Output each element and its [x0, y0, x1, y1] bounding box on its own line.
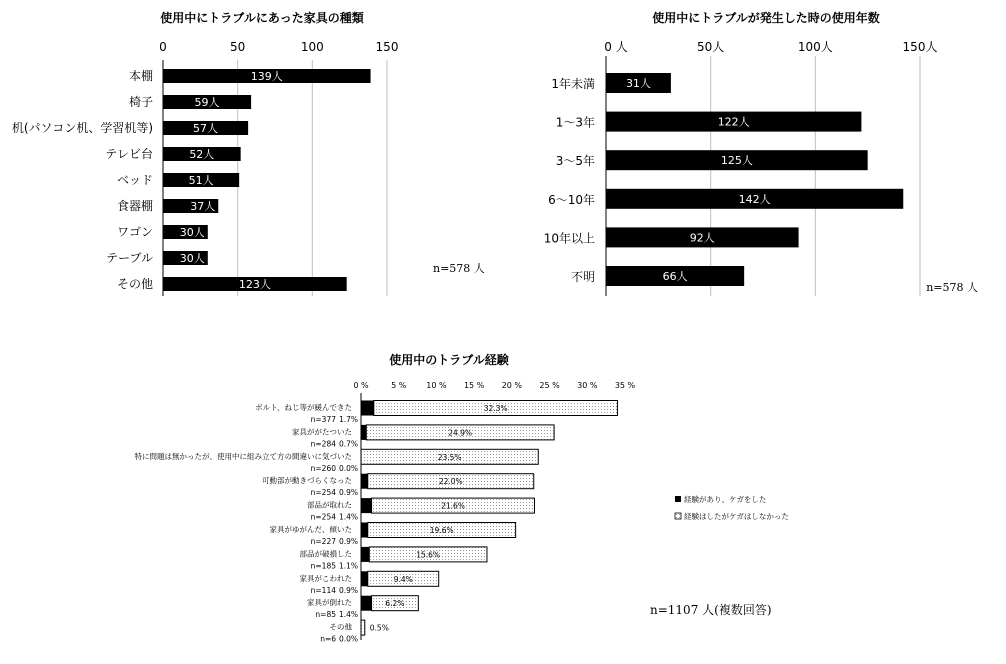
not-injured-value-label: 0.5%: [369, 623, 389, 633]
category-label: 椅子: [128, 95, 153, 109]
bar-injured: [361, 401, 374, 416]
sample-size-label: n=85: [315, 610, 336, 620]
x-tick-label: 0 %: [353, 381, 369, 390]
sample-size-label: n=254: [310, 488, 336, 498]
x-tick-label: 35 %: [614, 381, 636, 390]
x-tick-label: 150: [375, 40, 399, 54]
data-label: 125人: [720, 154, 753, 168]
x-tick-label: 25 %: [539, 381, 560, 390]
sample-size-label: n=227: [310, 537, 336, 546]
sample-size-note: n=1107 人(複数回答): [650, 603, 772, 617]
x-tick-label: 5 %: [391, 381, 407, 390]
injured-value-label: 1.7%: [338, 415, 358, 424]
category-label: ワゴン: [116, 225, 153, 239]
data-label: 37人: [190, 200, 216, 213]
data-label: 57人: [193, 122, 219, 135]
category-label: 6～10年: [548, 192, 595, 207]
category-label: ベッド: [116, 173, 153, 187]
injured-value-label: 0.9%: [338, 488, 358, 498]
data-label: 123人: [238, 278, 271, 291]
category-label: その他: [116, 277, 153, 291]
category-label: 本棚: [128, 69, 153, 83]
x-tick-label: 30 %: [577, 381, 598, 390]
bar-injured: [361, 596, 372, 611]
not-injured-value-label: 23.5%: [437, 452, 462, 462]
data-label: 30人: [179, 226, 205, 239]
x-tick-label: 0 人: [604, 40, 628, 54]
years-of-use-chart: [544, 10, 978, 296]
injured-value-label: 1.1%: [338, 561, 358, 571]
category-label: 部品が破損した: [299, 549, 352, 559]
data-label: 66人: [662, 270, 688, 283]
category-label: 部品が取れた: [307, 500, 352, 510]
data-label: 142人: [738, 192, 771, 206]
category-label: 家具がゆがんだ、傾いた: [269, 525, 352, 534]
data-label: 139人: [250, 70, 283, 83]
injured-value-label: 0.9%: [338, 537, 358, 546]
data-label: 51人: [188, 174, 214, 187]
bar-injured: [361, 474, 368, 489]
injured-value-label: 0.0%: [338, 634, 358, 644]
sample-size-label: n=114: [310, 585, 336, 595]
not-injured-value-label: 6.2%: [385, 599, 405, 609]
furniture-type-chart: [12, 10, 485, 296]
category-label: 1～3年: [555, 115, 595, 130]
category-label: 可動部が動きづらくなった: [262, 476, 352, 486]
injured-value-label: 1.4%: [338, 610, 358, 620]
legend-swatch-not-injured: [675, 513, 681, 519]
sample-size-label: n=254: [310, 512, 336, 522]
x-tick-label: 15 %: [463, 381, 485, 390]
category-label: テレビ台: [105, 147, 153, 161]
bar-injured: [361, 425, 366, 440]
category-label: 家具ががたついた: [292, 427, 352, 437]
not-injured-value-label: 19.6%: [429, 526, 454, 535]
sample-size-label: n=377: [310, 415, 336, 424]
chart-title: 使用中のトラブル経験: [389, 353, 509, 367]
x-tick-label: 20 %: [501, 381, 523, 390]
injured-value-label: 0.9%: [338, 585, 358, 595]
bar-not-injured: [361, 620, 365, 635]
x-tick-label: 100人: [797, 40, 833, 54]
sample-size-label: n=260: [310, 463, 336, 473]
data-label: 122人: [717, 115, 750, 129]
x-tick-label: 100: [300, 40, 324, 54]
category-label: 特に問題は無かったが、使用中に組み立て方の間違いに気づいた: [134, 451, 352, 461]
x-tick-label: 50人: [697, 40, 725, 54]
sample-size-label: n=284: [310, 439, 336, 449]
not-injured-value-label: 21.6%: [441, 501, 465, 511]
data-label: 52人: [189, 148, 215, 161]
sample-size-note: n=578 人: [926, 281, 978, 294]
category-label: 不明: [570, 270, 595, 284]
x-tick-label: 150人: [902, 40, 938, 54]
category-label: その他: [329, 622, 352, 632]
category-label: 家具が倒れた: [307, 598, 352, 608]
x-tick-label: 50: [230, 40, 246, 54]
data-label: 30人: [179, 252, 205, 265]
not-injured-value-label: 24.9%: [448, 428, 473, 438]
category-label: 家具がこわれた: [299, 573, 352, 583]
legend-label-not-injured: 経験はしたがケガはしなかった: [684, 512, 789, 521]
trouble-experience-chart: [135, 352, 789, 644]
not-injured-value-label: 9.4%: [393, 574, 413, 584]
not-injured-value-label: 15.6%: [416, 550, 441, 560]
injured-value-label: 0.0%: [338, 463, 358, 473]
category-label: 机(パソコン机、学習机等): [11, 121, 153, 135]
category-label: テーブル: [106, 251, 153, 265]
legend-label-injured: 経験があり、ケガをした: [684, 495, 767, 504]
sample-size-label: n=6: [320, 634, 336, 644]
category-label: 10年以上: [543, 231, 595, 246]
category-label: ボルト、ねじ等が緩んできた: [255, 403, 352, 412]
injured-value-label: 1.4%: [338, 512, 358, 522]
x-tick-label: 10 %: [426, 381, 447, 390]
data-label: 31人: [625, 77, 651, 90]
legend-swatch-injured: [675, 496, 681, 502]
not-injured-value-label: 32.3%: [483, 404, 508, 413]
data-label: 92人: [689, 231, 715, 245]
sample-size-note: n=578 人: [433, 262, 485, 275]
category-label: 3～5年: [555, 154, 595, 169]
not-injured-value-label: 22.0%: [438, 477, 463, 487]
chart-title: 使用中にトラブルが発生した時の使用年数: [652, 11, 880, 25]
category-label: 1年未満: [551, 77, 595, 91]
bar-injured: [361, 498, 372, 513]
data-label: 59人: [194, 96, 220, 109]
x-tick-label: 0: [159, 40, 167, 54]
bar-injured: [361, 571, 368, 586]
category-label: 食器棚: [116, 199, 153, 213]
injured-value-label: 0.7%: [338, 439, 358, 449]
bar-injured: [361, 523, 368, 538]
chart-title: 使用中にトラブルにあった家具の種類: [160, 11, 364, 25]
sample-size-label: n=185: [310, 561, 336, 571]
bar-injured: [361, 547, 369, 562]
